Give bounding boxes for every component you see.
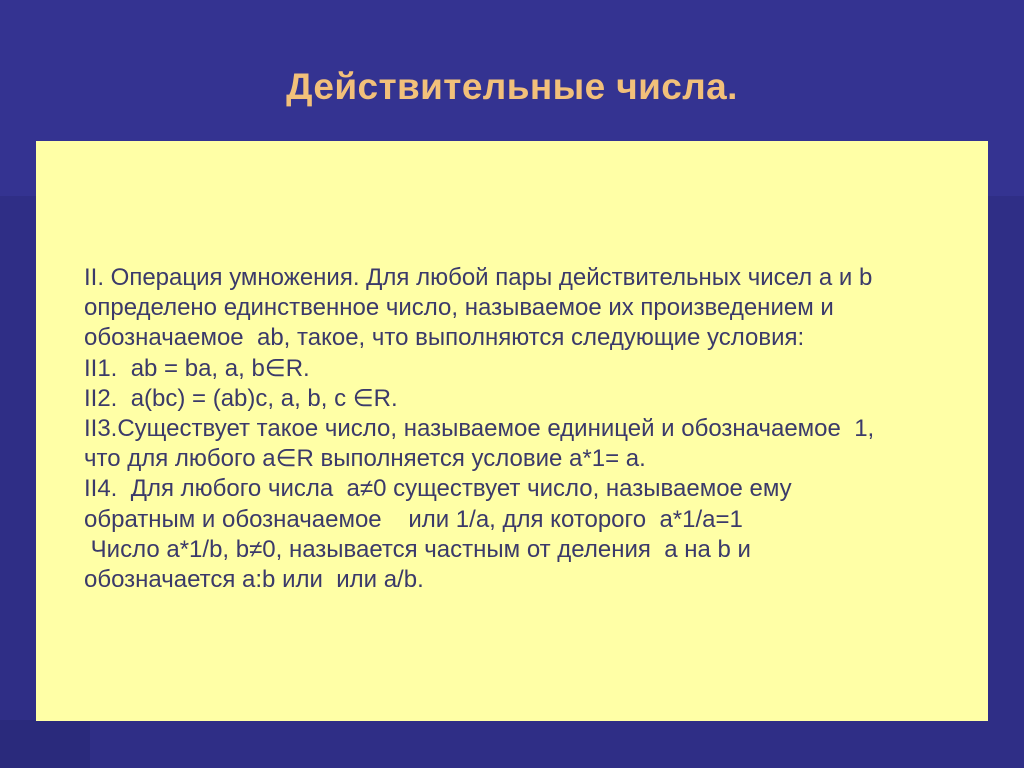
background-corner-strip xyxy=(0,720,90,768)
body-text xyxy=(84,263,964,595)
content-panel xyxy=(36,141,988,721)
body-line-10: Число a*1/b, b≠0, называется частным от деления a на b и xyxy=(84,535,751,563)
body-line-2: определено единственное число, называемое их произведением и xyxy=(84,294,834,322)
body-line-11: обозначается a:b или или a/b. xyxy=(84,566,424,594)
body-line-3: обозначаемое ab, такое, что выполняются следующие условия: xyxy=(84,324,805,352)
slide-marker xyxy=(975,712,983,724)
body-line-4: II1. ab = ba, a, b∈R. xyxy=(84,354,310,382)
body-line-6: II3.Существует такое число, называемое единицей и обозначаемое 1, xyxy=(84,415,875,443)
body-line-9: обратным и обозначаемое или 1/a, для которого a*1/a=1 xyxy=(84,505,743,533)
body-line-7: что для любого a∈R выполняется условие a*1= a. xyxy=(84,445,646,473)
body-line-1: II. Операция умножения. Для любой пары действительных чисел a и b xyxy=(84,264,873,291)
slide-title: Действительные числа. xyxy=(286,66,738,107)
body-line-8: II4. Для любого числа a≠0 существует число, называемое ему xyxy=(84,475,792,503)
body-line-5: II2. a(bc) = (ab)c, a, b, c ∈R. xyxy=(84,384,398,412)
